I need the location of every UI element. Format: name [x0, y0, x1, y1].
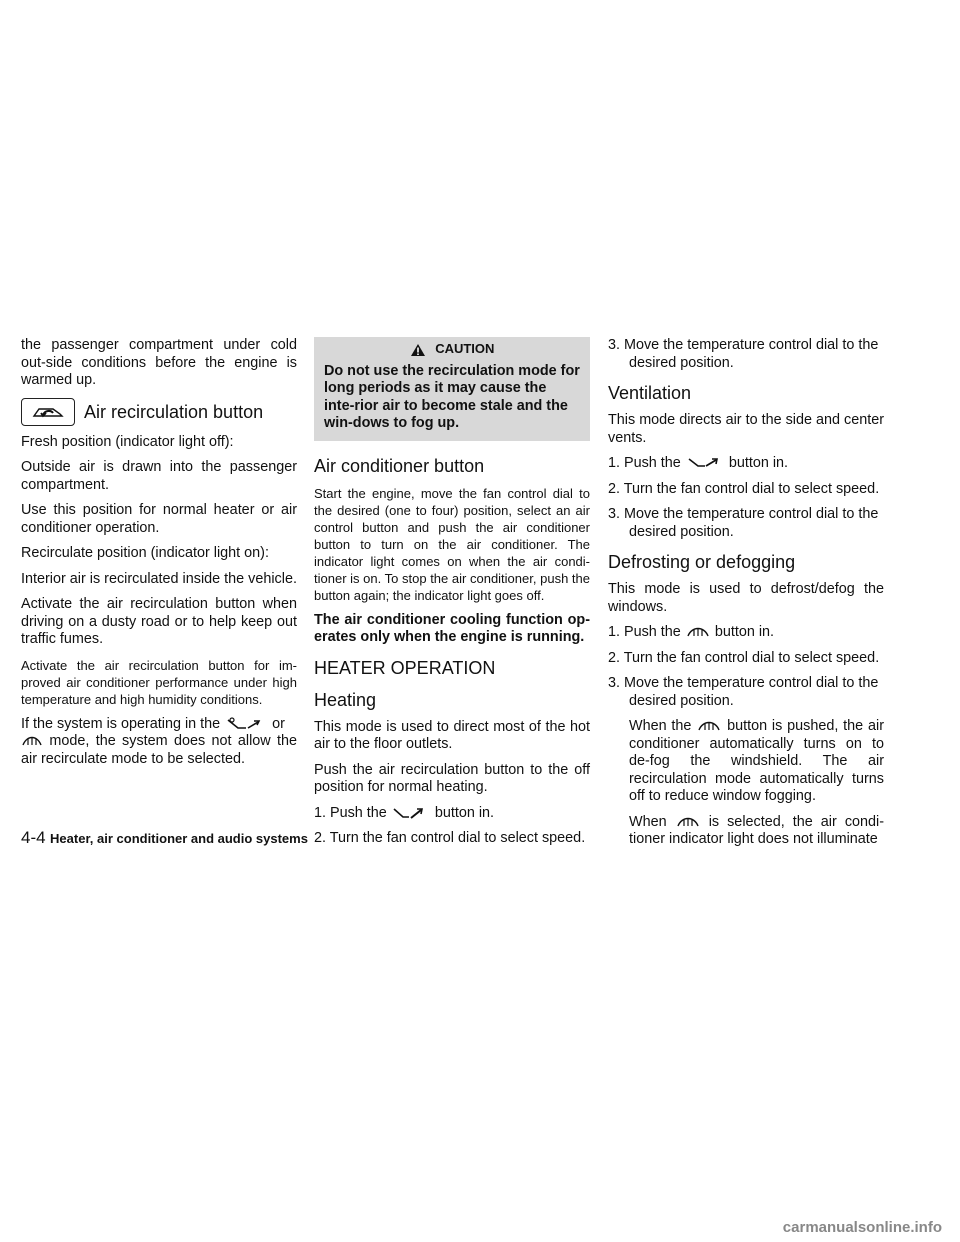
- defrost-desc: This mode is used to defrost/defog the windows.: [608, 581, 884, 615]
- air-recirculation-icon: [31, 404, 65, 420]
- defrost-note-1: [608, 718, 884, 806]
- air-recirc-heading-row: [21, 398, 297, 426]
- heating-heading: Heating: [314, 689, 377, 710]
- page-footer: [21, 828, 308, 848]
- defrost-note-2-post: is selected, the air condi-tioner indicator light does not illuminate: [629, 813, 885, 847]
- heating-push-note: Push the air recirculation button to the off position for normal heating.: [314, 761, 590, 796]
- ventilation-step-1-post: button in.: [728, 455, 789, 471]
- ac-button-heading: Air conditioner button: [314, 455, 485, 476]
- ventilation-mode-icon: [685, 455, 725, 471]
- defrost-step-2: 2. Turn the fan control dial to select speed.: [608, 649, 880, 666]
- heating-step-3: 3. Move the temperature control dial to the desired position.: [608, 337, 879, 371]
- air-recirc-heading: Air recirculation button: [84, 401, 264, 422]
- ventilation-desc: This mode directs air to the side and center vents.: [608, 412, 884, 446]
- defrost-mode-icon: [21, 733, 43, 749]
- defrost-mode-icon: [675, 814, 701, 830]
- heating-step-1: [314, 805, 590, 823]
- ventilation-step-1-pre: 1. Push the: [608, 455, 681, 471]
- recirc-position-desc: Interior air is recirculated inside the vehicle.: [21, 570, 297, 587]
- heater-operation-heading: HEATER OPERATION: [314, 657, 496, 678]
- intro-text: the passenger compartment under cold out-side conditions before the engine is warmed up.: [21, 337, 297, 388]
- heating-steps: [314, 805, 590, 848]
- column-middle: [314, 337, 590, 856]
- recirc-position-use: Activate the air recirculation button when driving on a dusty road or to help keep out traffic fumes.: [21, 596, 297, 647]
- heating-step-2: 2. Turn the fan control dial to select speed.: [314, 830, 586, 847]
- fresh-position-desc: Outside air is drawn into the passenger compartment.: [21, 459, 297, 493]
- fresh-position-label: Fresh position (indicator light off):: [21, 433, 234, 450]
- defrost-step-1-post: button in.: [714, 624, 775, 640]
- section-title: Heater, air conditioner and audio systems: [50, 831, 308, 846]
- defrost-step-1-pre: 1. Push the: [608, 624, 681, 640]
- air-recirculation-button-frame: [21, 398, 75, 426]
- defrost-mode-icon: [696, 718, 722, 734]
- ac-button-desc: Start the engine, move the fan control dial to the desired (one to four) position, select an air control button and push the air conditioner button to turn on the air conditioner. The indicator light comes on when the air condi-tioner is on. To stop the air conditioner, push the button again; the indicator light goes off.: [314, 485, 590, 603]
- heating-steps-continued: [608, 337, 884, 372]
- defrost-step-1: [608, 624, 884, 642]
- recirc-position-label: Recirculate position (indicator light on):: [21, 545, 269, 561]
- mode-restriction-note: [21, 716, 297, 769]
- page-number: 4-4: [21, 828, 46, 847]
- ventilation-steps: [608, 455, 884, 541]
- ventilation-mode-icon: [224, 716, 268, 732]
- caution-title: CAUTION: [435, 341, 495, 356]
- mode-note-part2: mode, the system does not allow the air recirculate mode to be selected.: [21, 733, 298, 767]
- heating-desc: This mode is used to direct most of the hot air to the floor outlets.: [314, 718, 590, 753]
- watermark: carmanualsonline.info: [782, 1219, 942, 1236]
- defrost-note-2: [608, 814, 884, 849]
- ventilation-step-2: 2. Turn the fan control dial to select speed.: [608, 480, 880, 497]
- column-right: [608, 337, 884, 857]
- ventilation-heading: Ventilation: [608, 383, 692, 403]
- defrost-note-1-post: button is pushed, the air conditioner automatically turns on to de-fog the windshield. The air recirculation mode automatically turns off to reduce window fogging.: [629, 718, 884, 804]
- caution-text: Do not use the recirculation mode for long periods as it may cause the inte-rior air to become stale and the win-dows to fog up.: [324, 362, 580, 432]
- defrost-note-1-pre: When the: [629, 718, 692, 734]
- caution-triangle-icon: [410, 343, 426, 357]
- heating-step-1-post: button in.: [434, 804, 495, 821]
- defrost-steps: [608, 624, 884, 710]
- floor-mode-icon: [391, 805, 431, 821]
- ac-cooling-note: The air conditioner cooling function op-erates only when the engine is running.: [314, 611, 590, 646]
- heating-step-1-pre: 1. Push the: [314, 804, 387, 821]
- defrost-note-2-pre: When: [629, 813, 667, 830]
- mode-note-part1: If the system is operating in the: [21, 715, 221, 732]
- recirc-performance-note: Activate the air recirculation button for im-proved air conditioner performance under high temperature and high humidity conditions.: [21, 657, 297, 707]
- column-left: [21, 337, 297, 776]
- mode-note-or: or: [272, 715, 285, 732]
- caution-box: [314, 337, 590, 441]
- defrost-step-3: 3. Move the temperature control dial to the desired position.: [608, 675, 879, 709]
- caution-header: [324, 341, 580, 357]
- defrost-heading: Defrosting or defogging: [608, 552, 796, 572]
- ventilation-step-1: [608, 455, 884, 473]
- ventilation-step-3: 3. Move the temperature control dial to the desired position.: [608, 506, 879, 540]
- fresh-position-use: Use this position for normal heater or air conditioner operation.: [21, 502, 297, 536]
- defrost-mode-icon: [685, 624, 711, 640]
